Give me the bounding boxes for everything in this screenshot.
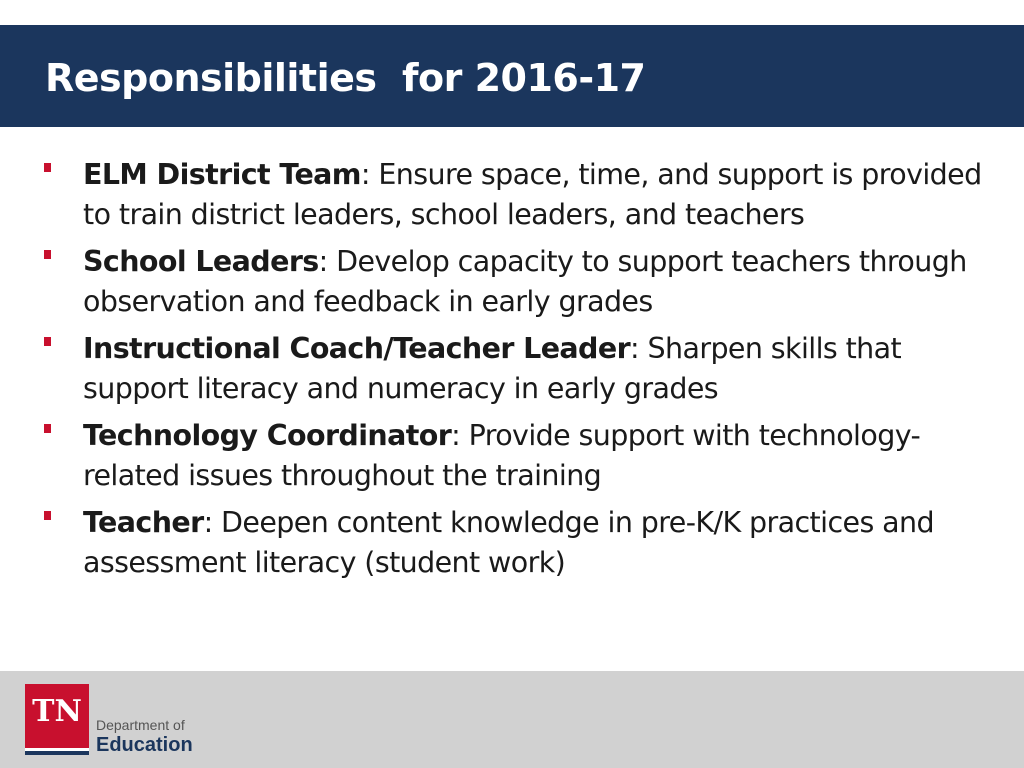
bullet-term: School Leaders	[83, 245, 319, 278]
bullet-term: Teacher	[83, 506, 204, 539]
bullet-item-instructional-coach	[44, 329, 984, 409]
bullet-item-elm-district-team	[44, 155, 984, 235]
bullet-text: : Develop capacity to support teachers through observation and feedback in early grades	[83, 245, 967, 318]
bullet-text: : Ensure space, time, and support is provided to train district leaders, school leaders, and teachers	[83, 158, 982, 231]
bullet-square-icon	[44, 250, 51, 259]
bullet-list	[44, 155, 984, 590]
logo-stripe	[25, 751, 89, 755]
tn-badge-text: TN	[32, 694, 82, 729]
bullet-square-icon	[44, 424, 51, 433]
bullet-square-icon	[44, 511, 51, 520]
bullet-text: : Deepen content knowledge in pre-K/K practices and assessment literacy (student work)	[83, 506, 934, 579]
tn-education-logo	[25, 684, 210, 758]
bullet-item-teacher	[44, 503, 984, 583]
bullet-square-icon	[44, 337, 51, 346]
slide-title: Responsibilities for 2016-17	[45, 56, 646, 100]
logo-education-text: Education	[96, 734, 193, 756]
bullet-term: Instructional Coach/Teacher Leader	[83, 332, 631, 365]
bullet-item-technology-coordinator	[44, 416, 984, 496]
logo-department-text: Department of	[96, 717, 185, 733]
bullet-square-icon	[44, 163, 51, 172]
bullet-text: : Sharpen skills that support literacy and numeracy in early grades	[83, 332, 902, 405]
bullet-text: : Provide support with technology-related issues throughout the training	[83, 419, 921, 492]
bullet-term: Technology Coordinator	[83, 419, 452, 452]
tn-badge-icon	[25, 684, 89, 748]
bullet-term: ELM District Team	[83, 158, 361, 191]
bullet-item-school-leaders	[44, 242, 984, 322]
